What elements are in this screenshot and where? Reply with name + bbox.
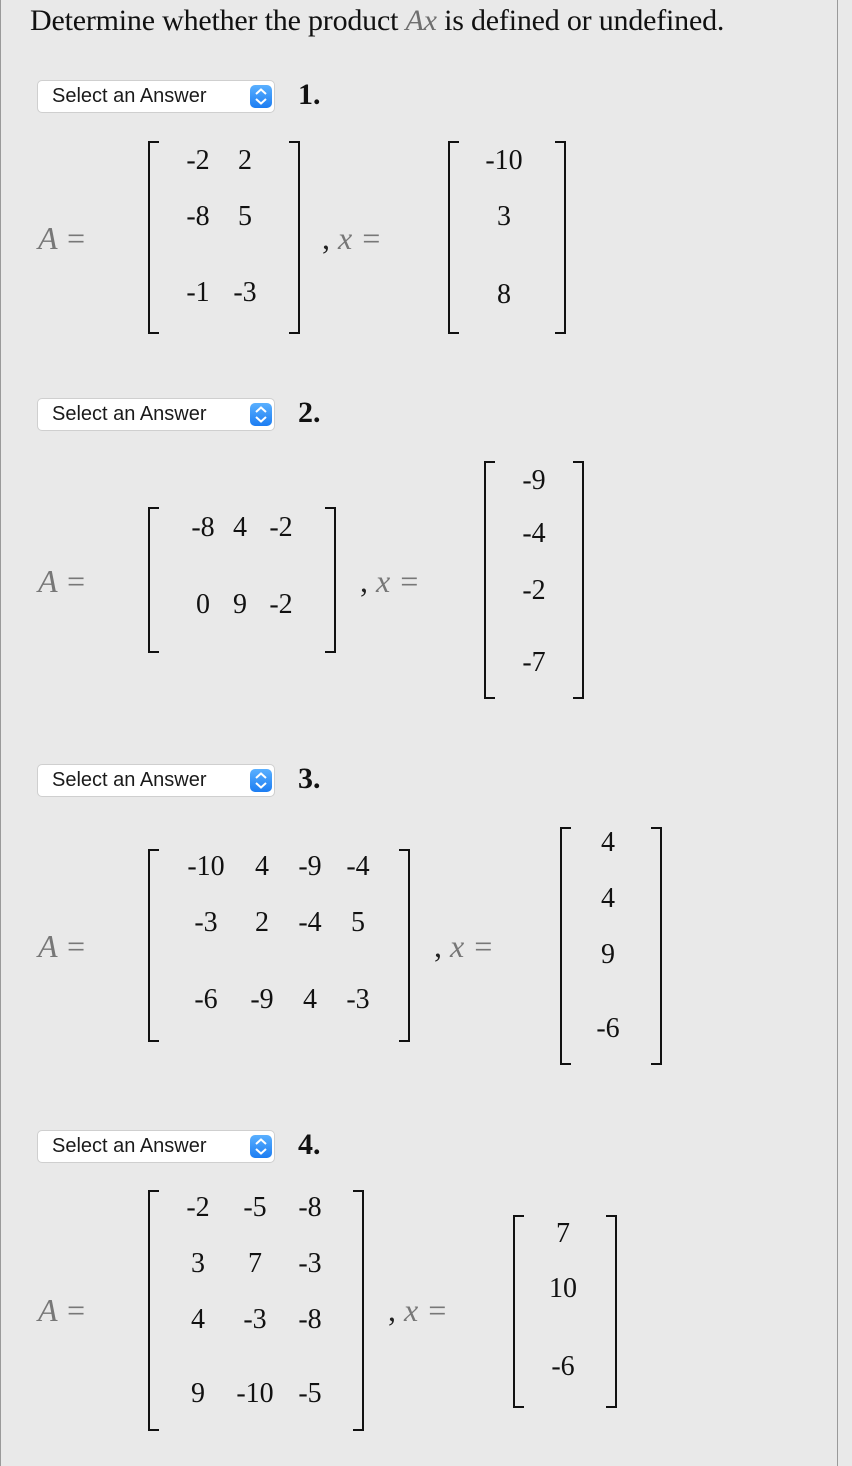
vector-x-3 — [560, 827, 662, 1065]
matrix-cell: -6 — [194, 984, 218, 1015]
matrix-cell: 4 — [303, 984, 317, 1015]
vector-cell: -9 — [522, 465, 546, 496]
x-label-3: , x = — [434, 928, 494, 964]
matrix-cell: -4 — [346, 851, 370, 882]
matrix-a-1 — [148, 141, 300, 334]
answer-select-3[interactable] — [37, 764, 275, 797]
a-label-2 — [38, 563, 87, 600]
matrix-cell: -10 — [236, 1378, 274, 1409]
a-label-3 — [38, 928, 87, 965]
a-label-text: A = — [38, 1292, 87, 1328]
matrix-cell: -2 — [186, 1192, 210, 1223]
matrix-cell: -8 — [186, 201, 210, 232]
matrix-cell: 7 — [248, 1248, 262, 1279]
matrix-cell: 0 — [196, 589, 210, 620]
vector-x-4 — [513, 1215, 617, 1408]
matrix-cell: -8 — [298, 1304, 322, 1335]
matrix-cell: -9 — [250, 984, 274, 1015]
matrix-cell: 2 — [238, 145, 252, 176]
vector-cell: -6 — [551, 1351, 575, 1382]
matrix-cell: 5 — [238, 201, 252, 232]
a-label-text: A = — [38, 563, 87, 599]
matrix-cell: -3 — [194, 907, 218, 938]
vector-cell: 4 — [601, 827, 615, 858]
a-label-text: A = — [38, 220, 87, 256]
answer-select-label: Select an Answer — [52, 85, 207, 107]
matrix-a-4 — [148, 1190, 364, 1431]
question-heading — [30, 4, 724, 38]
select-arrows-icon[interactable] — [250, 403, 272, 426]
vector-cell: 3 — [497, 201, 511, 232]
matrix-cell: -3 — [233, 277, 257, 308]
matrix-cell: 9 — [191, 1378, 205, 1409]
matrix-cell: 4 — [191, 1304, 205, 1335]
matrix-cell: -1 — [186, 277, 210, 308]
heading-text: Determine whether the product — [30, 4, 406, 37]
a-label-text: A = — [38, 928, 87, 964]
answer-select-2[interactable] — [37, 398, 275, 431]
matrix-cell: -2 — [269, 589, 293, 620]
answer-select-4[interactable] — [37, 1130, 275, 1163]
answer-select-label: Select an Answer — [52, 1135, 207, 1157]
matrix-cell: 4 — [255, 851, 269, 882]
vector-cell: 7 — [556, 1218, 570, 1249]
matrix-cell: -3 — [298, 1248, 322, 1279]
vector-cell: -10 — [485, 145, 523, 176]
matrix-cell: -5 — [243, 1192, 267, 1223]
answer-select-label: Select an Answer — [52, 403, 207, 425]
x-label-text: x = — [376, 563, 420, 599]
matrix-cell: 5 — [351, 907, 365, 938]
matrix-cell: -10 — [187, 851, 225, 882]
vector-cell: -2 — [522, 575, 546, 606]
x-label-1: , x = — [322, 220, 382, 256]
product-expression: Ax — [405, 4, 437, 37]
matrix-a-3 — [148, 849, 410, 1042]
matrix-cell: -4 — [298, 907, 322, 938]
problem-number-1: 1. — [298, 78, 321, 111]
x-label-text: x = — [450, 928, 494, 964]
matrix-cell: -5 — [298, 1378, 322, 1409]
matrix-cell: -9 — [298, 851, 322, 882]
matrix-cell: 9 — [233, 589, 247, 620]
select-arrows-icon[interactable] — [250, 85, 272, 108]
matrix-cell: -8 — [191, 512, 215, 543]
vector-x-1 — [448, 141, 566, 334]
vector-cell: 9 — [601, 939, 615, 970]
matrix-cell: 2 — [255, 907, 269, 938]
vector-cell: -7 — [522, 647, 546, 678]
select-arrows-icon[interactable] — [250, 1135, 272, 1158]
heading-text-end: is defined or undefined. — [436, 4, 725, 37]
x-label-4: , x = — [388, 1292, 448, 1328]
matrix-cell: -3 — [346, 984, 370, 1015]
a-label-1 — [38, 220, 87, 257]
matrix-cell: -3 — [243, 1304, 267, 1335]
problem-number-4: 4. — [298, 1128, 321, 1161]
vector-cell: -4 — [522, 518, 546, 549]
vector-cell: 8 — [497, 279, 511, 310]
vector-cell: 10 — [549, 1273, 577, 1304]
vector-cell: -6 — [596, 1013, 620, 1044]
matrix-a-2 — [148, 507, 336, 653]
matrix-cell: -2 — [269, 512, 293, 543]
matrix-cell: 4 — [233, 512, 247, 543]
x-label-2: , x = — [360, 563, 420, 599]
vector-x-2 — [484, 461, 584, 699]
matrix-cell: -2 — [186, 145, 210, 176]
vector-cell: 4 — [601, 883, 615, 914]
problem-number-2: 2. — [298, 396, 321, 429]
answer-select-label: Select an Answer — [52, 769, 207, 791]
select-arrows-icon[interactable] — [250, 769, 272, 792]
matrix-cell: -8 — [298, 1192, 322, 1223]
matrix-cell: 3 — [191, 1248, 205, 1279]
answer-select-1[interactable] — [37, 80, 275, 113]
problem-number-3: 3. — [298, 762, 321, 795]
x-label-text: x = — [338, 220, 382, 256]
x-label-text: x = — [404, 1292, 448, 1328]
a-label-4 — [38, 1292, 87, 1329]
